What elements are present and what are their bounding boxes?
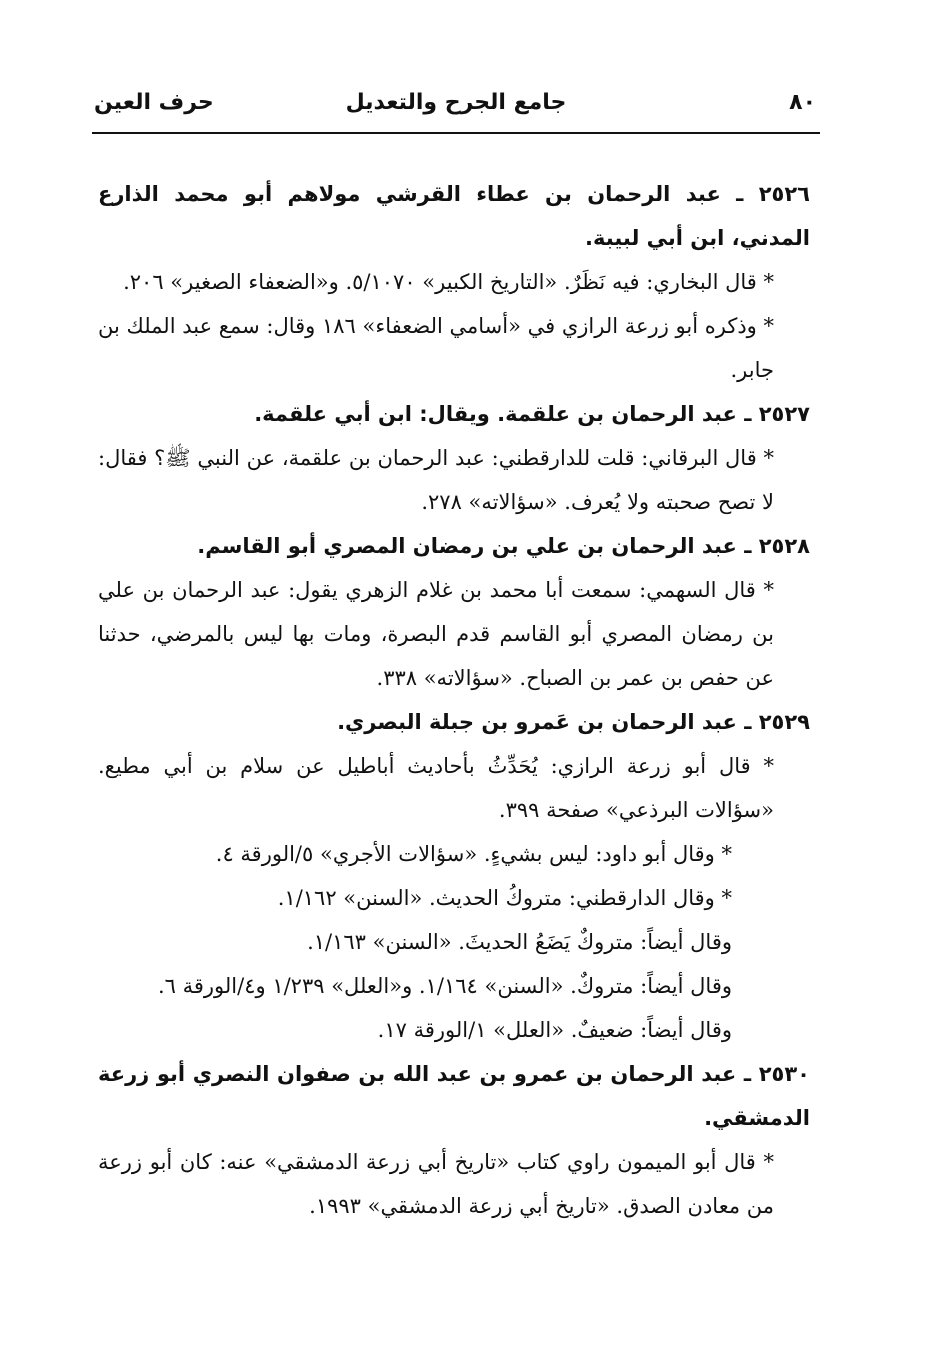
- entry-title: عبد الرحمان بن علقمة. ويقال: ابن أبي علقمة.: [254, 402, 737, 426]
- entry-heading: ٢٥٢٦ ـ عبد الرحمان بن عطاء القرشي مولاهم أبو محمد الذارع المدني، ابن أبي لبيبة.: [98, 182, 810, 250]
- entry-2529: [98, 700, 810, 1052]
- entry-line: وقال أيضاً: متروكٌ. «السنن» ١/١٦٤. و«العلل» ١/٢٣٩ و٤/الورقة ٦.: [157, 974, 732, 998]
- entry-title: عبد الرحمان بن عَمرو بن جبلة البصري.: [337, 710, 737, 734]
- entry-number: ٢٥٢٨: [758, 534, 810, 558]
- entry-number: ٢٥٣٠: [758, 1062, 810, 1086]
- entry-2530: [98, 1052, 810, 1228]
- entry-line: * قال البخاري: فيه نَظَرٌ. «التاريخ الكبير» ٥/١٠٧٠. و«الضعفاء الصغير» ٢٠٦.: [123, 270, 774, 294]
- entry-line: * قال أبو الميمون راوي كتاب «تاريخ أبي زرعة الدمشقي» عنه: كان أبو زرعة من معادن الصدق. «تاريخ أبي زرعة الدمشقي» ١٩٩٣.: [98, 1150, 774, 1218]
- entry-heading: ٢٥٣٠ ـ عبد الرحمان بن عمرو بن عبد الله بن صفوان النصري أبو زرعة الدمشقي.: [98, 1062, 810, 1130]
- entry-heading: ٢٥٢٩ ـ عبد الرحمان بن عَمرو بن جبلة البصري.: [337, 710, 810, 734]
- entry-line: * وذكره أبو زرعة الرازي في «أسامي الضعفاء» ١٨٦ وقال: سمع عبد الملك بن جابر.: [98, 314, 774, 382]
- entry-number: ٢٥٢٩: [758, 710, 810, 734]
- running-header: [92, 88, 820, 128]
- entry-line: وقال أيضاً: ضعيفٌ. «العلل» ١/الورقة ١٧.: [377, 1018, 732, 1042]
- entry-title: عبد الرحمان بن عمرو بن عبد الله بن صفوان النصري أبو زرعة الدمشقي.: [98, 1062, 810, 1130]
- section-title: حرف العين: [94, 90, 214, 115]
- entry-line: * قال السهمي: سمعت أبا محمد بن غلام الزهري يقول: عبد الرحمان بن علي بن رمضان المصري أبو القاسم قدم البصرة، ومات بها ليس بالمرضي، حدثنا عن حفص بن عمر بن الصباح. «سؤالاته» ٣٣٨.: [98, 578, 774, 690]
- entry-number: ٢٥٢٦: [758, 182, 810, 206]
- page-number: ٨٠: [789, 90, 816, 115]
- entry-heading: ٢٥٢٧ ـ عبد الرحمان بن علقمة. ويقال: ابن أبي علقمة.: [254, 402, 810, 426]
- entry-line: * وقال الدارقطني: متروكُ الحديث. «السنن» ١/١٦٢.: [277, 886, 732, 910]
- entry-heading: ٢٥٢٨ ـ عبد الرحمان بن علي بن رمضان المصري أبو القاسم.: [197, 534, 810, 558]
- entry-line: * قال البرقاني: قلت للدارقطني: عبد الرحمان بن علقمة، عن النبي ﷺ؟ فقال: لا تصح صحبته ولا يُعرف. «سؤالاته» ٢٧٨.: [98, 446, 774, 514]
- entries-body: [98, 172, 810, 1228]
- entry-title: عبد الرحمان بن علي بن رمضان المصري أبو القاسم.: [197, 534, 737, 558]
- entry-2528: [98, 524, 810, 700]
- header-rule: [92, 132, 820, 134]
- entry-title: عبد الرحمان بن عطاء القرشي مولاهم أبو محمد الذارع المدني، ابن أبي لبيبة.: [98, 182, 810, 250]
- entry-2526: [98, 172, 810, 392]
- entry-2527: [98, 392, 810, 524]
- entry-line: * قال أبو زرعة الرازي: يُحَدِّثُ بأحاديث أباطيل عن سلام بن أبي مطيع. «سؤالات البرذعي» صفحة ٣٩٩.: [98, 754, 774, 822]
- entry-number: ٢٥٢٧: [758, 402, 810, 426]
- book-title: جامع الجرح والتعديل: [345, 90, 567, 115]
- entry-line: * وقال أبو داود: ليس بشيءٍ. «سؤالات الأجري» ٥/الورقة ٤.: [215, 842, 732, 866]
- entry-line: وقال أيضاً: متروكٌ يَضَعُ الحديثَ. «السنن» ١/١٦٣.: [307, 930, 732, 954]
